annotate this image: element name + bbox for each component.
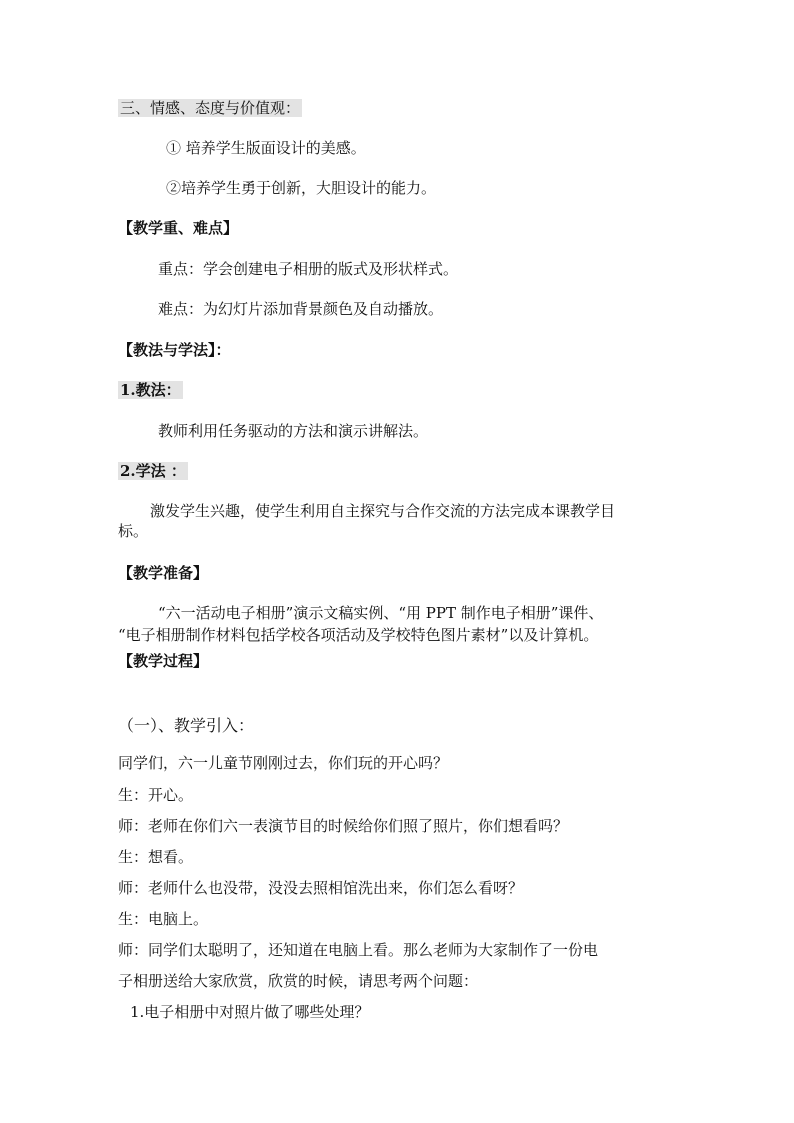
teaching-method-title-text: 1.教法： [120, 381, 181, 399]
dialogue-line: 子相册送给大家欣赏，欣赏的时候，请思考两个问题： [118, 972, 479, 990]
methods-heading: 【教法与学法】： [118, 341, 231, 359]
objective-item-2: ②培养学生勇于创新，大胆设计的能力。 [166, 179, 437, 197]
preparation-heading: 【教学准备】 [118, 564, 209, 582]
learning-method-text-2: 标。 [118, 522, 149, 540]
preparation-text-2: “电子相册制作材料包括学校各项活动及学校特色图片素材”以及计算机。 [118, 626, 599, 644]
intro-heading: （一）、教学引入： [118, 716, 255, 735]
dialogue-line: 师：老师什么也没带，没没去照相馆洗出来，你们怎么看呀？ [118, 879, 524, 897]
key-point-focus: 重点：学会创建电子相册的版式及形状样式。 [158, 260, 459, 278]
objective-item-1: ① 培养学生版面设计的美感。 [166, 139, 366, 157]
dialogue-line: 生：电脑上。 [118, 910, 209, 928]
dialogue-line: 生：开心。 [118, 786, 194, 804]
teaching-method-title [118, 380, 183, 400]
learning-method-title [118, 461, 188, 481]
dialogue-line: 同学们，六一儿童节刚刚过去，你们玩的开心吗？ [118, 754, 449, 772]
question-1: 1.电子相册中对照片做了哪些处理？ [130, 1003, 370, 1021]
preparation-text-1: “六一活动电子相册”演示文稿实例、“用 PPT 制作电子相册”课件、 [158, 604, 604, 622]
teaching-method-text: 教师利用任务驱动的方法和演示讲解法。 [158, 422, 429, 440]
dialogue-line: 师：同学们太聪明了，还知道在电脑上看。那么老师为大家制作了一份电 [118, 941, 599, 959]
dialogue-line: 生：想看。 [118, 848, 194, 866]
objectives-heading [118, 98, 302, 118]
process-heading: 【教学过程】 [118, 652, 209, 670]
key-points-heading: 【教学重、难点】 [118, 219, 239, 237]
dialogue-line: 师：老师在你们六一表演节目的时候给你们照了照片，你们想看吗？ [118, 817, 569, 835]
objectives-heading-text: 三、情感、态度与价值观： [120, 99, 301, 117]
key-point-difficulty: 难点：为幻灯片添加背景颜色及自动播放。 [158, 300, 444, 318]
learning-method-title-text: 2.学法 ： [120, 462, 186, 480]
learning-method-text-1: 激发学生兴趣，使学生利用自主探究与合作交流的方法完成本课教学目 [150, 502, 616, 520]
